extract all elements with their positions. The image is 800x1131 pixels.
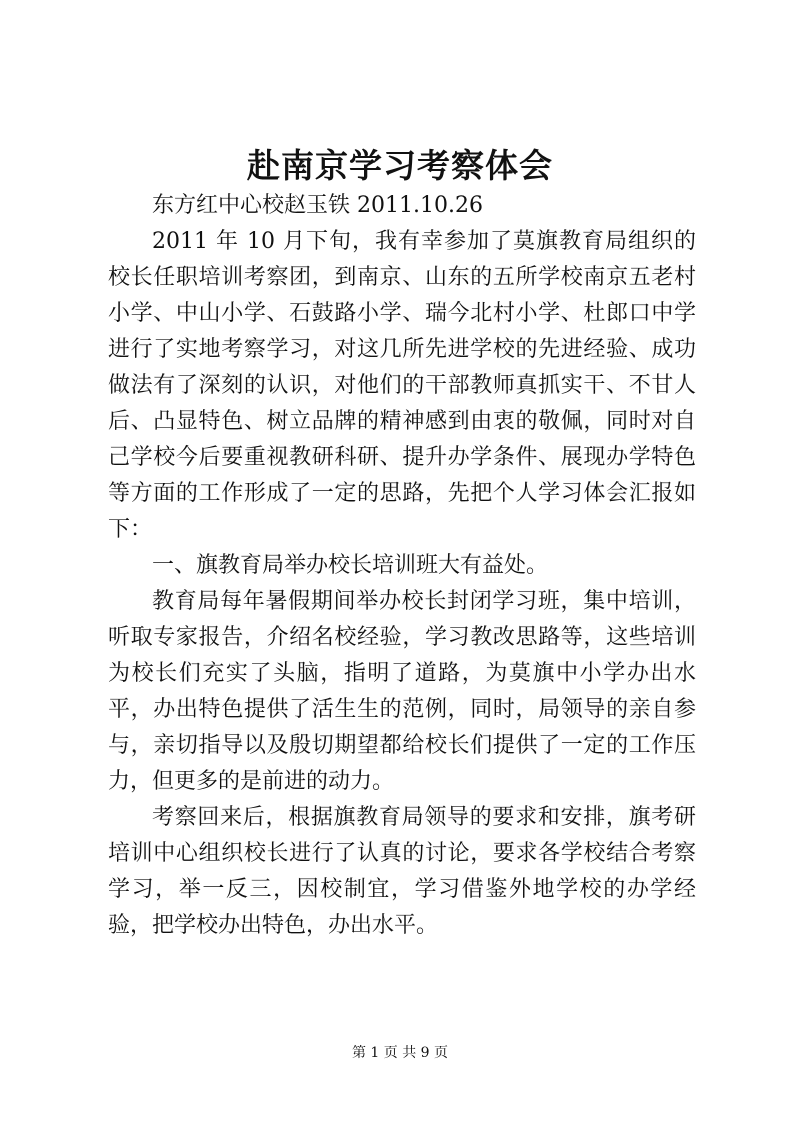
document-body xyxy=(108,188,696,944)
intro-paragraph: 2011 年 10 月下旬，我有幸参加了莫旗教育局组织的校长任职培训考察团，到南京、山东的五所学校南京五老村小学、中山小学、石鼓路小学、瑞今北村小学、杜郎口中学进行了实地考察学习，对这几所先进学校的先进经验、成功做法有了深刻的认识，对他们的干部教师真抓实干、不甘人后、凸显特色、树立品牌的精神感到由衷的敬佩，同时对自己学校今后要重视教研科研、提升办学条件、展现办学特色等方面的工作形成了一定的思路，先把个人学习体会汇报如下： xyxy=(108,229,696,542)
author-date-line: 东方红中心校赵玉铁 2011.10.26 xyxy=(152,193,483,218)
body-paragraph: 考察回来后，根据旗教育局领导的要求和安排，旗考研培训中心组织校长进行了认真的讨论，要求各学校结合考察学习，举一反三，因校制宜，学习借鉴外地学校的办学经验，把学校办出特色，办出水平。 xyxy=(108,805,696,938)
page-number-footer: 第 1 页 共 9 页 xyxy=(351,1045,449,1061)
body-paragraph: 教育局每年暑假期间举办校长封闭学习班，集中培训，听取专家报告，介绍名校经验，学习教改思路等，这些培训为校长们充实了头脑，指明了道路，为莫旗中小学办出水平，办出特色提供了活生生的范例，同时，局领导的亲自参与，亲切指导以及殷切期望都给校长们提供了一定的工作压力，但更多的是前进的动力。 xyxy=(108,589,696,794)
page-title: 赴南京学习考察体会 xyxy=(247,146,553,185)
section-heading: 一、旗教育局举办校长培训班大有益处。 xyxy=(152,553,549,578)
